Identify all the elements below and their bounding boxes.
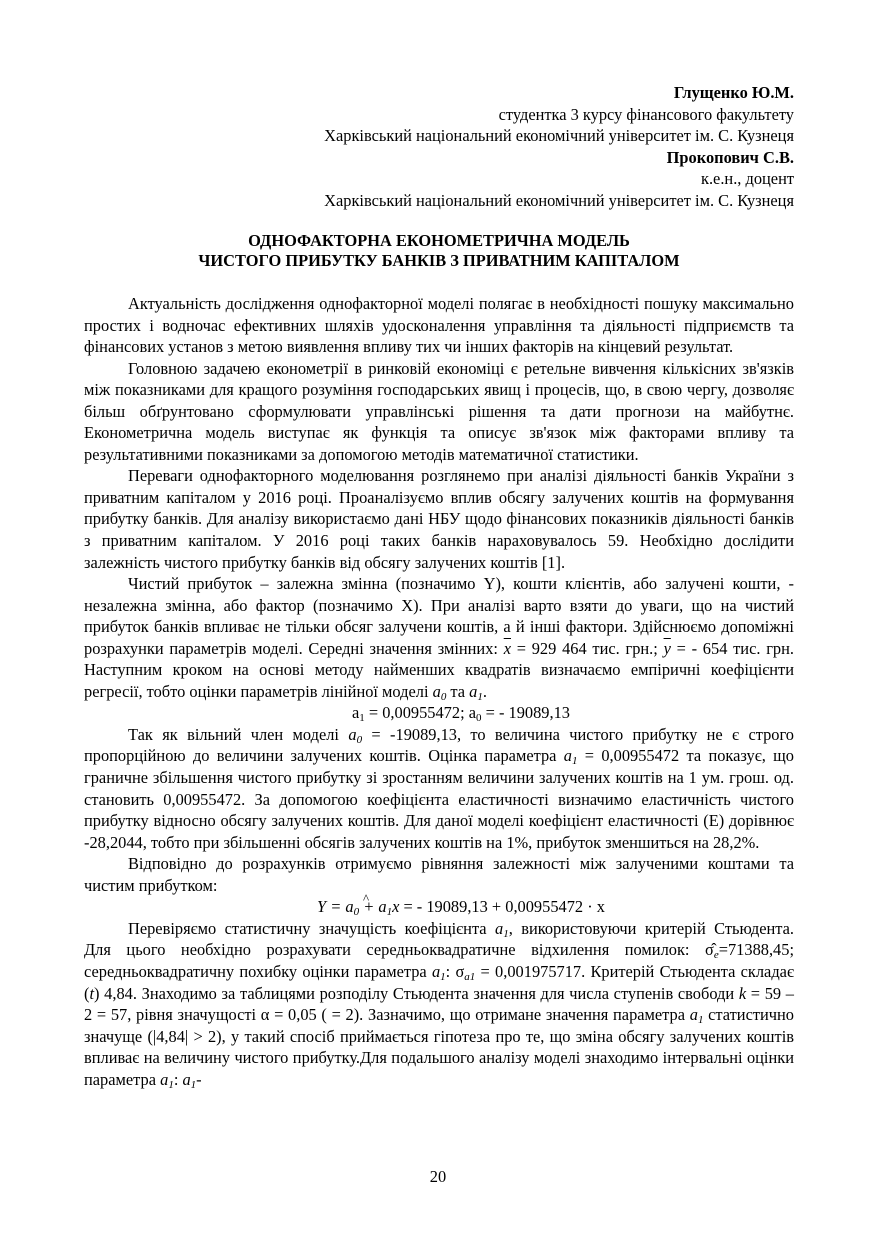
paper-title: [84, 231, 794, 271]
paragraph-6: Відповідно до розрахунків отримуємо рівняння залежності між залученими коштами та чистим прибутком:: [84, 854, 794, 895]
title-line-1: ОДНОФАКТОРНА ЕКОНОМЕТРИЧНА МОДЕЛЬ: [248, 231, 630, 250]
author-block-2: [84, 147, 794, 212]
paragraph-4: Чистий прибуток – залежна змінна (позначимо Y), кошти клієнтів, або залучені кошти, - незалежна змінна, або фактор (позначимо X). При аналізі варто взяти до уваги, що на чистий прибуток банків впливає не тільки обсяг залучени коштів, а й інші фактори. Здійснюємо допоміжні розрахунки параметрів моделі. Середні значення змінних: $\overline{x} = 929$ 464 тис. грн.; $\overline{y}$ = - 654 тис. грн. Наступним кроком на основі методу найменших квадратів визначаємо емпіричні коефіцієнти регресії, тобто оцінки параметрів лінійної моделі $a_0$ та $a_1$.: [84, 574, 794, 703]
paper-body: [84, 293, 794, 1090]
title-line-2: ЧИСТОГО ПРИБУТКУ БАНКІВ З ПРИВАТНИМ КАПІТАЛОМ: [198, 251, 680, 270]
equation-regression: ^ $Y = a_0 + a_1x$ = - 19089,13 + 0,00955472 · x: [84, 896, 794, 918]
paragraph-1: Актуальність дослідження однофакторної моделі полягає в необхідності пошуку максимально простих і водночас ефективних шляхів удосконалення управління та діяльності підприємств та фінансових установ з метою виявлення впливу тих чи інших факторів на кінцевий результат.: [84, 294, 794, 357]
paragraph-7: Перевіряємо статистичну значущість коефіцієнта $a_1$, використовуючи критерій Стьюдента. Для цього необхідно розрахувати середньоквадратичне відхилення помилок: $\sigmâ_e=71388,45$; середньоквадратичну похибку оцінки параметра $a_1$: $\sigma_{a1} = 0,001975717$. Критерій Стьюдента складає (t) 4,84. Знаходимо за таблицями розподілу Стьюдента значення для числа ступенів свободи k = 59 – 2 = 57, рівня значущості α = 0,05 ( = 2). Зазначимо, що отримане значення параметра $a_1$ статистично значуще (|4,84| > 2), у такий спосіб приймається гіпотеза про те, що зміна обсягу залучених коштів впливає на величину чистого прибутку.Для подальшого аналізу моделі знаходимо інтервальні оцінки параметра $a_1$: $a_1-$: [84, 918, 795, 1091]
mean-y: $\overline{y}$: [663, 638, 671, 658]
page: [84, 82, 794, 1090]
paragraph-2: Головною задачею економетрії в ринковій економіці є ретельне вивчення кількісних зв'язків між показниками для кращого розуміння господарських явищ і процесів, що, в свою чергу, дозволяє більш обґрунтовано сформулювати управлінські рішення та дати прогнози на майбутнє. Економетрична модель виступає як функція та описує зв'язок між факторами впливу та результативними показниками за допомогою методів математичної статистики.: [84, 358, 794, 464]
author-position: студентка 3 курсу фінансового факультету: [498, 104, 794, 124]
paragraph-3: Переваги однофакторного моделювання розглянемо при аналізі діяльності банків України з приватним капіталом у 2016 році. Проаналізуємо вплив обсягу залучених коштів на формування прибутку банків. Для аналізу використаємо дані НБУ щодо фінансових показників діяльності банків з приватним капіталом. У 2016 році таких банків нараховувалось 59. Необхідно дослідити залежність чистого прибутку банків від обсягу залучених коштів [1].: [84, 466, 794, 572]
mean-x: $\overline{x}$: [503, 638, 511, 658]
page-number: 20: [429, 1167, 447, 1186]
author-affiliation: Харківський національний економічний університет ім. С. Кузнеця: [324, 190, 794, 210]
paragraph-5: Так як вільний член моделі $a_0 = -19089,13$, то величина чистого прибутку не є строго пропорційною до величини залучених коштів. Оцінка параметра $a_1 = 0,00955472$ та показує, що граничне збільшення чистого прибутку зі зростанням величини залучених коштів на 1 ум. грош. од. становить 0,00955472. За допомогою коефіцієнта еластичності визначимо еластичність чистого прибутку відносно обсягу залучених коштів. Для даної моделі коефіцієнт еластичності (Е) дорівнює -28,2044, тобто при збільшенні обсягів залучених коштів на 1%, прибуток зменшиться на 28,2%.: [84, 724, 794, 852]
author-position: к.е.н., доцент: [700, 169, 794, 188]
equation-coefficients: $a_1 = 0,00955472$; $a_0$ = - 19089,13: [352, 703, 570, 725]
author-name: Глущенко Ю.М.: [673, 83, 794, 102]
author-affiliation: Харківський національний економічний університет ім. С. Кузнеця: [324, 126, 794, 145]
author-name: Прокопович С.В.: [666, 147, 794, 167]
author-block-1: [84, 82, 794, 147]
